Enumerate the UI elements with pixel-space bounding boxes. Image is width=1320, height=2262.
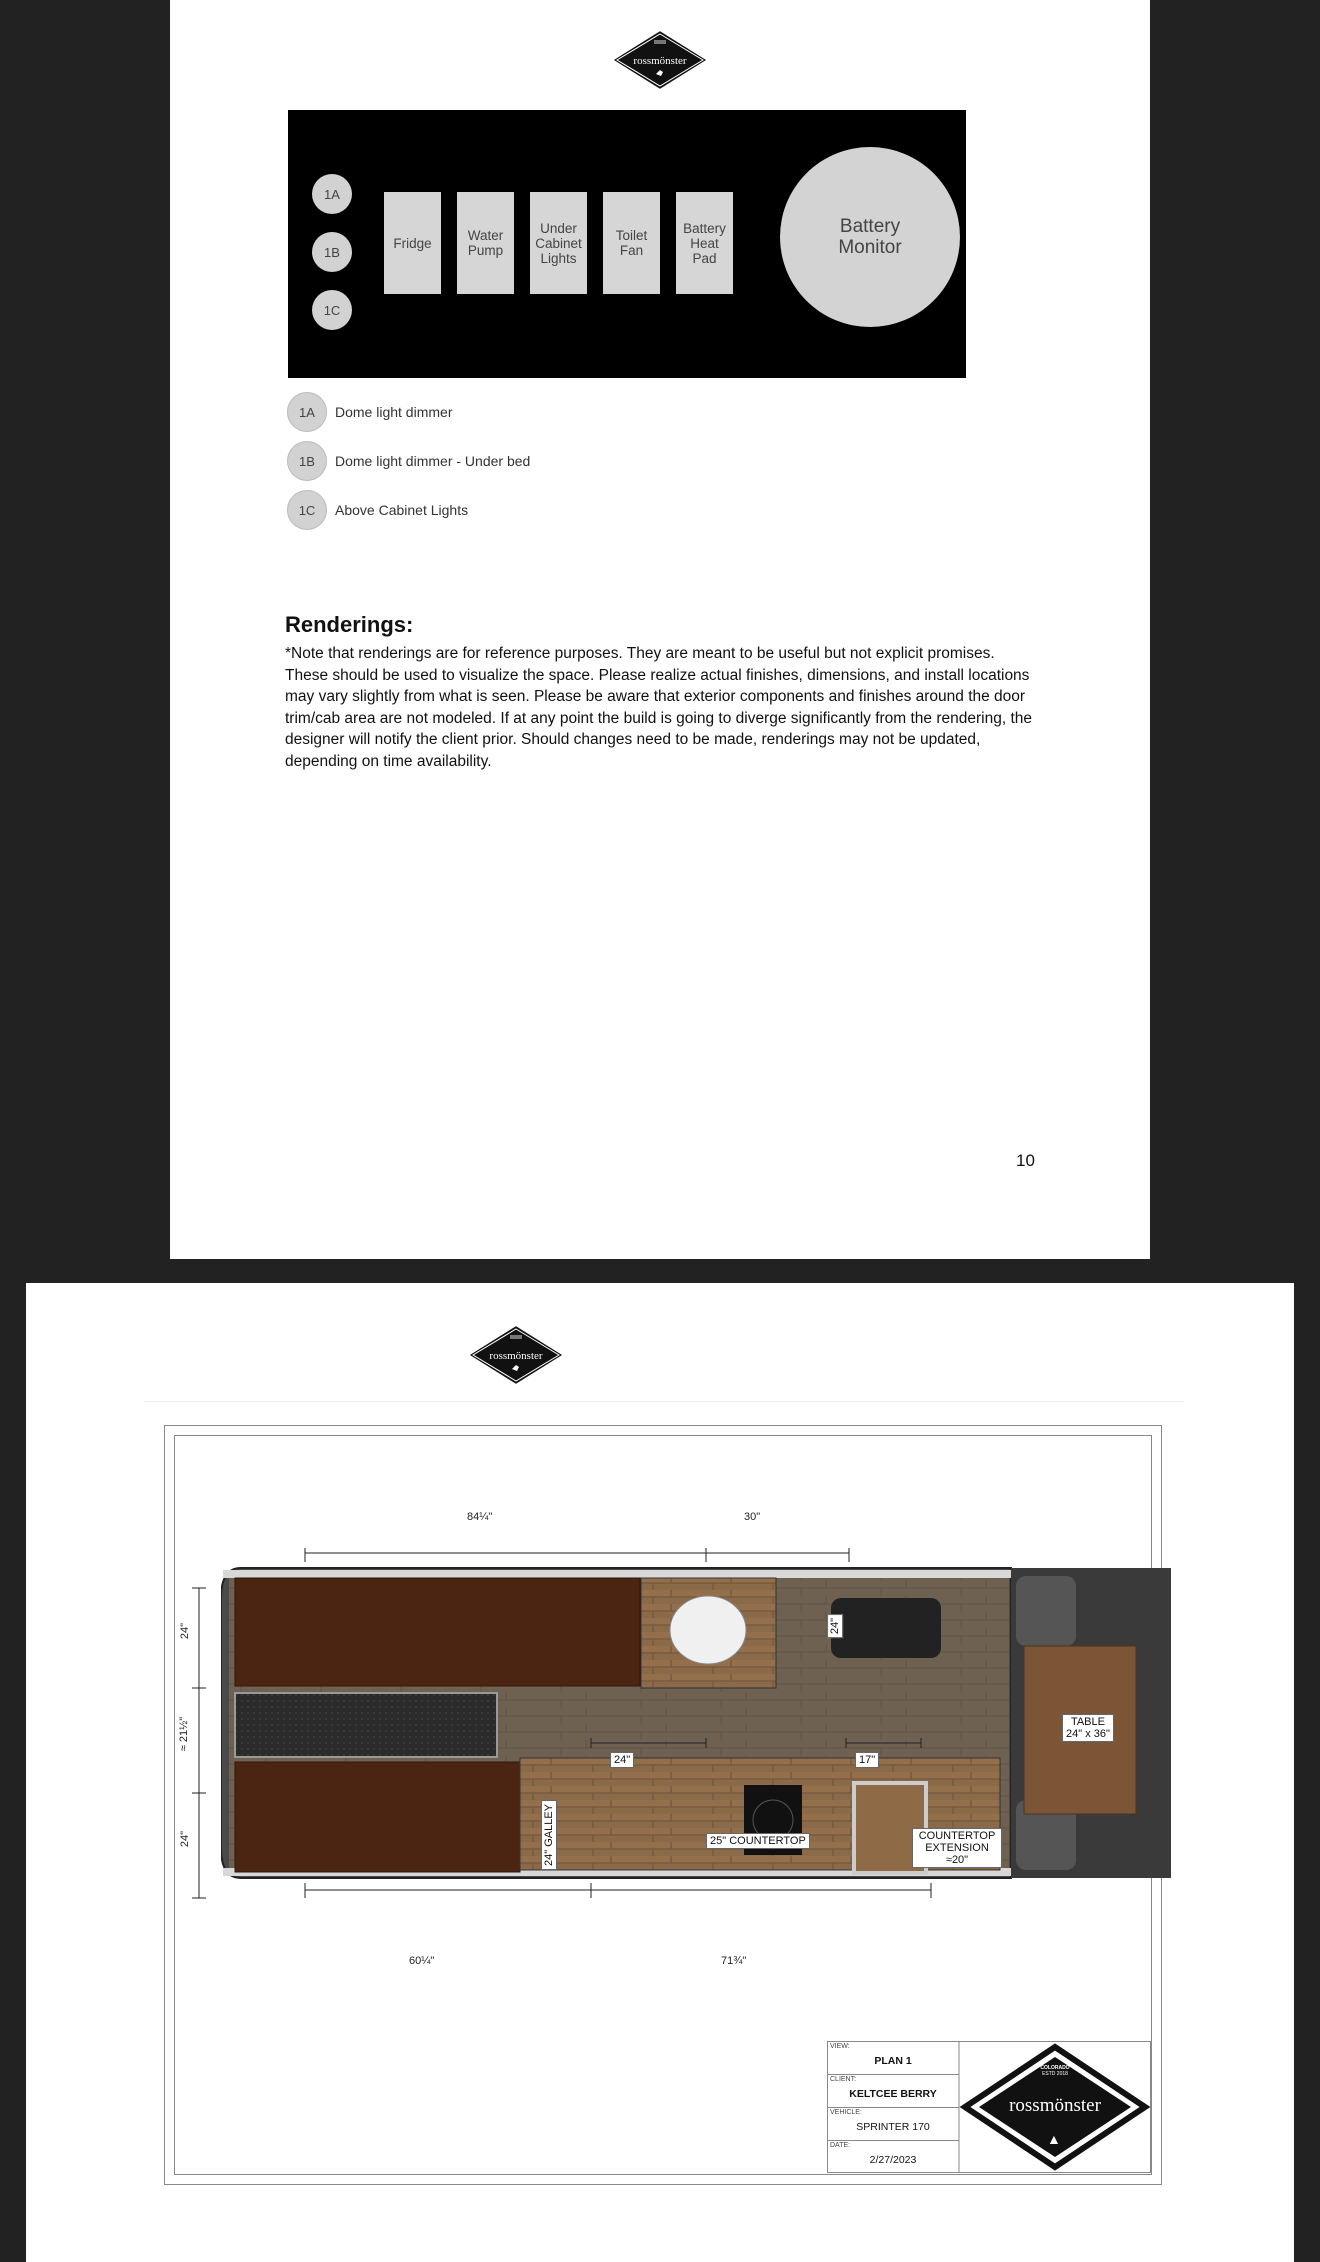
legend-code: 1A	[287, 392, 327, 432]
switch-fridge: Fridge	[384, 192, 441, 294]
dog-icon: ▲	[1047, 2131, 1061, 2147]
rossmonster-logo	[610, 28, 710, 92]
bed-top	[235, 1578, 640, 1686]
legend-row-1a	[287, 392, 452, 432]
divider	[144, 1401, 1184, 1402]
tb-logo-text: rossmönster	[1009, 2095, 1101, 2116]
dim-top-right: 30"	[744, 1511, 761, 1523]
switch-panel	[288, 110, 966, 378]
battery-monitor-label: Battery Monitor	[838, 216, 902, 258]
tb-vehicle	[827, 2107, 959, 2141]
logo-text: rossmönster	[633, 55, 687, 67]
switch-1c: 1C	[312, 290, 352, 330]
dim-top-left: 84¼"	[467, 1511, 493, 1523]
tb-logo-top: COLORADO	[1040, 2065, 1070, 2071]
tb-date-value: 2/27/2023	[869, 2154, 917, 2166]
page-number: 10	[1016, 1151, 1035, 1170]
logo-text: rossmönster	[489, 1350, 543, 1362]
dim-left-bottom: 24"	[179, 1830, 192, 1848]
renderings-note: *Note that renderings are for reference purposes. They are meant to be useful but not explicit promises. These should be used to visualize the space. Please realize actual finishes, dimensions, and install locations may vary slightly from what is seen. Please be aware that exterior components and finishes around the door trim/cab area are not modeled. If at any point the build is going to diverge significantly from the rendering, the designer will notify the client prior. Should changes need to be made, renderings may not be updated, depending on time availability.	[285, 645, 1033, 770]
label-countertop-extension: COUNTERTOP EXTENSION ≈20"	[912, 1828, 1002, 1868]
label-table-title: TABLE	[1070, 1716, 1105, 1728]
legend-code: 1C	[287, 490, 327, 530]
switch-1a: 1A	[312, 174, 352, 214]
title-block	[827, 2041, 1151, 2173]
tb-vehicle-value: SPRINTER 170	[856, 2121, 930, 2133]
dim-left-top: 24"	[179, 1622, 192, 1640]
dim-left-mid: ≈ 21½"	[178, 1716, 191, 1752]
legend-code: 1B	[287, 441, 327, 481]
switch-battery-heat-pad	[676, 192, 733, 294]
document-page-plan	[26, 1283, 1294, 2262]
toilet	[670, 1596, 746, 1664]
switch-1b: 1B	[312, 232, 352, 272]
switch-battery-heat-pad-label: Battery Heat Pad	[683, 220, 726, 266]
renderings-heading: Renderings:	[285, 612, 414, 637]
legend-row-1c	[287, 490, 468, 530]
battery-monitor	[780, 147, 960, 327]
document-page-10	[170, 0, 1150, 1259]
dim-toilet-depth: 24"	[827, 1614, 843, 1638]
switch-toilet-fan-label: Toilet Fan	[615, 228, 648, 258]
switch-toilet-fan	[603, 192, 660, 294]
tb-client-caption: CLIENT:	[830, 2076, 857, 2083]
van-floor-plan	[221, 1548, 1176, 1898]
floor-mat	[235, 1693, 497, 1757]
switch-water-pump	[457, 192, 514, 294]
dim-bottom-right: 71¾"	[721, 1955, 747, 1967]
rossmonster-logo	[466, 1323, 566, 1387]
dim-galley-left: 24"	[610, 1752, 634, 1768]
bed-bottom	[235, 1762, 520, 1872]
tb-logo-estd: ESTD 2018	[1042, 2071, 1068, 2077]
legend-label: Dome light dimmer - Under bed	[335, 453, 531, 469]
legend-label: Dome light dimmer	[335, 404, 453, 420]
dim-galley-right: 17"	[855, 1752, 879, 1768]
tb-view	[827, 2041, 959, 2075]
legend-row-1b	[287, 441, 530, 481]
tb-view-value: PLAN 1	[874, 2055, 912, 2067]
tb-date-caption: DATE:	[830, 2142, 851, 2149]
label-table-size: 24" x 36"	[1066, 1728, 1110, 1740]
swivel-seat	[831, 1598, 941, 1658]
tb-date	[827, 2140, 959, 2173]
tb-vehicle-caption: VEHICLE:	[830, 2109, 862, 2116]
dim-bottom-left: 60¼"	[409, 1955, 435, 1967]
label-galley: 24" GALLEY	[541, 1800, 557, 1870]
tb-client	[827, 2074, 959, 2108]
tb-view-caption: VIEW:	[830, 2043, 850, 2050]
label-countertop: 25" COUNTERTOP	[706, 1833, 810, 1849]
switch-under-cabinet-lights-label: Under Cabinet Lights	[535, 220, 582, 266]
tb-client-value: KELTCEE BERRY	[849, 2088, 937, 2100]
switch-water-pump-label: Water Pump	[467, 228, 504, 258]
legend-label: Above Cabinet Lights	[335, 502, 469, 518]
label-table	[1062, 1714, 1114, 1742]
switch-under-cabinet-lights	[530, 192, 587, 294]
